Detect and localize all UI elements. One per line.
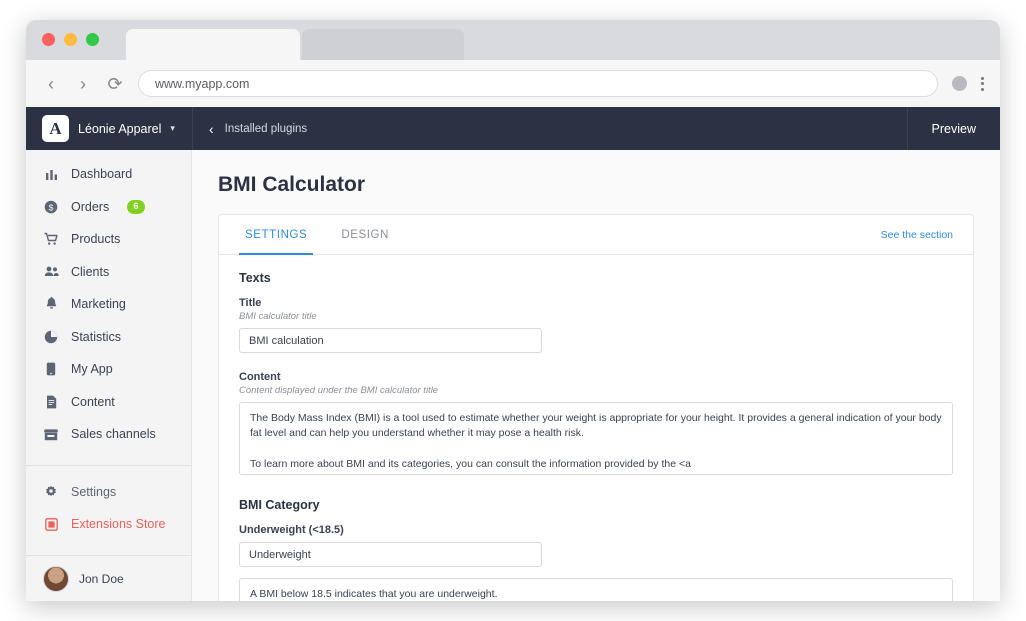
mobile-icon: [43, 362, 59, 376]
brand-name: Léonie Apparel: [78, 121, 162, 136]
store-icon: [43, 428, 59, 441]
underweight-label: Underweight (<18.5): [239, 524, 344, 536]
title-field-group: [239, 297, 953, 353]
pie-chart-icon: [43, 330, 59, 344]
sidebar-item-products[interactable]: [26, 223, 191, 256]
close-window-button[interactable]: [42, 33, 55, 46]
sidebar-item-label: Extensions Store: [71, 517, 166, 532]
sidebar-item-extensions-store[interactable]: [26, 508, 191, 541]
people-icon: [43, 265, 59, 278]
sidebar-item-label: Dashboard: [71, 167, 133, 182]
maximize-window-button[interactable]: [86, 33, 99, 46]
texts-section-title: Texts: [239, 271, 271, 285]
bar-chart-icon: [43, 168, 59, 181]
brand-switcher[interactable]: [26, 115, 192, 142]
sidebar-item-orders[interactable]: [26, 191, 191, 224]
browser-toolbar: [26, 60, 1000, 107]
browser-tab-inactive[interactable]: [302, 29, 464, 60]
sidebar-item-label: Products: [71, 232, 121, 247]
preview-button[interactable]: [907, 107, 1000, 150]
dollar-circle-icon: [43, 200, 59, 214]
reload-icon[interactable]: ⟳: [107, 73, 123, 94]
browser-titlebar: [26, 20, 1000, 60]
forward-icon[interactable]: ›: [80, 73, 86, 94]
url-text: www.myapp.com: [155, 76, 250, 91]
card-body: [219, 255, 973, 601]
card-tabs: [219, 215, 973, 255]
content-textarea[interactable]: [239, 402, 953, 475]
window-controls[interactable]: [42, 33, 99, 46]
underweight-description-textarea[interactable]: [239, 578, 953, 601]
cart-icon: [43, 232, 59, 246]
tab-design[interactable]: [335, 215, 395, 255]
see-the-section-link[interactable]: [881, 229, 953, 241]
sidebar-item-label: Clients: [71, 264, 110, 279]
app-body: [26, 150, 1000, 601]
title-field-hint: BMI calculator title: [239, 311, 317, 322]
user-name: Jon Doe: [79, 571, 124, 586]
brand-logo-icon: A: [42, 115, 69, 142]
underweight-field-group: [239, 524, 953, 567]
sidebar-item-label: My App: [71, 362, 113, 377]
bell-icon: [43, 297, 59, 311]
breadcrumb-label: Installed plugins: [224, 122, 308, 135]
main-content: [192, 150, 1000, 601]
sidebar-item-clients[interactable]: [26, 256, 191, 289]
orders-count-badge: 6: [127, 200, 144, 214]
chevron-left-icon[interactable]: ‹: [209, 120, 214, 137]
content-field-label: Content: [239, 371, 281, 383]
sidebar-item-statistics[interactable]: [26, 321, 191, 354]
profile-avatar-icon[interactable]: [952, 76, 967, 91]
tab-design-label: DESIGN: [341, 228, 390, 241]
content-field-group: [239, 371, 953, 480]
sidebar: [26, 150, 192, 601]
sidebar-user[interactable]: [26, 555, 192, 601]
avatar: [43, 566, 69, 592]
underweight-name-input[interactable]: [239, 542, 542, 567]
settings-card: [218, 214, 974, 601]
tab-settings-label: SETTINGS: [245, 228, 308, 241]
title-field-label: Title: [239, 297, 262, 309]
gear-icon: [43, 485, 59, 499]
sidebar-item-marketing[interactable]: [26, 288, 191, 321]
sidebar-item-content[interactable]: [26, 386, 191, 419]
sidebar-item-label: Content: [71, 394, 115, 409]
tab-settings[interactable]: [239, 215, 313, 255]
sidebar-divider: [26, 465, 191, 466]
see-the-section-label: See the section: [880, 228, 953, 241]
bmi-category-section-title: BMI Category: [239, 498, 320, 512]
application: [26, 107, 1000, 601]
sidebar-item-my-app[interactable]: [26, 353, 191, 386]
chevron-down-icon: ▾: [170, 123, 175, 133]
breadcrumb[interactable]: [193, 121, 307, 137]
puzzle-icon: [43, 518, 59, 531]
page-title: BMI Calculator: [218, 173, 366, 196]
minimize-window-button[interactable]: [64, 33, 77, 46]
url-input[interactable]: [138, 70, 938, 97]
preview-label: Preview: [931, 121, 976, 136]
sidebar-item-label: Settings: [71, 484, 117, 499]
browser-window: [26, 20, 1000, 601]
sidebar-item-settings[interactable]: [26, 476, 191, 509]
content-field-hint: Content displayed under the BMI calculator title: [239, 385, 439, 396]
sidebar-item-label: Statistics: [71, 329, 122, 344]
back-icon[interactable]: ‹: [48, 73, 54, 94]
browser-menu-icon[interactable]: [981, 77, 984, 91]
title-input[interactable]: [239, 328, 542, 353]
app-header: [26, 107, 1000, 150]
sidebar-item-label: Orders: [71, 199, 110, 214]
document-icon: [43, 395, 59, 409]
sidebar-item-dashboard[interactable]: [26, 158, 191, 191]
sidebar-item-label: Marketing: [71, 297, 126, 312]
sidebar-item-label: Sales channels: [71, 427, 156, 442]
browser-tab-active[interactable]: [126, 29, 300, 60]
svg-text:$: $: [48, 202, 54, 213]
sidebar-item-sales-channels[interactable]: [26, 418, 191, 451]
